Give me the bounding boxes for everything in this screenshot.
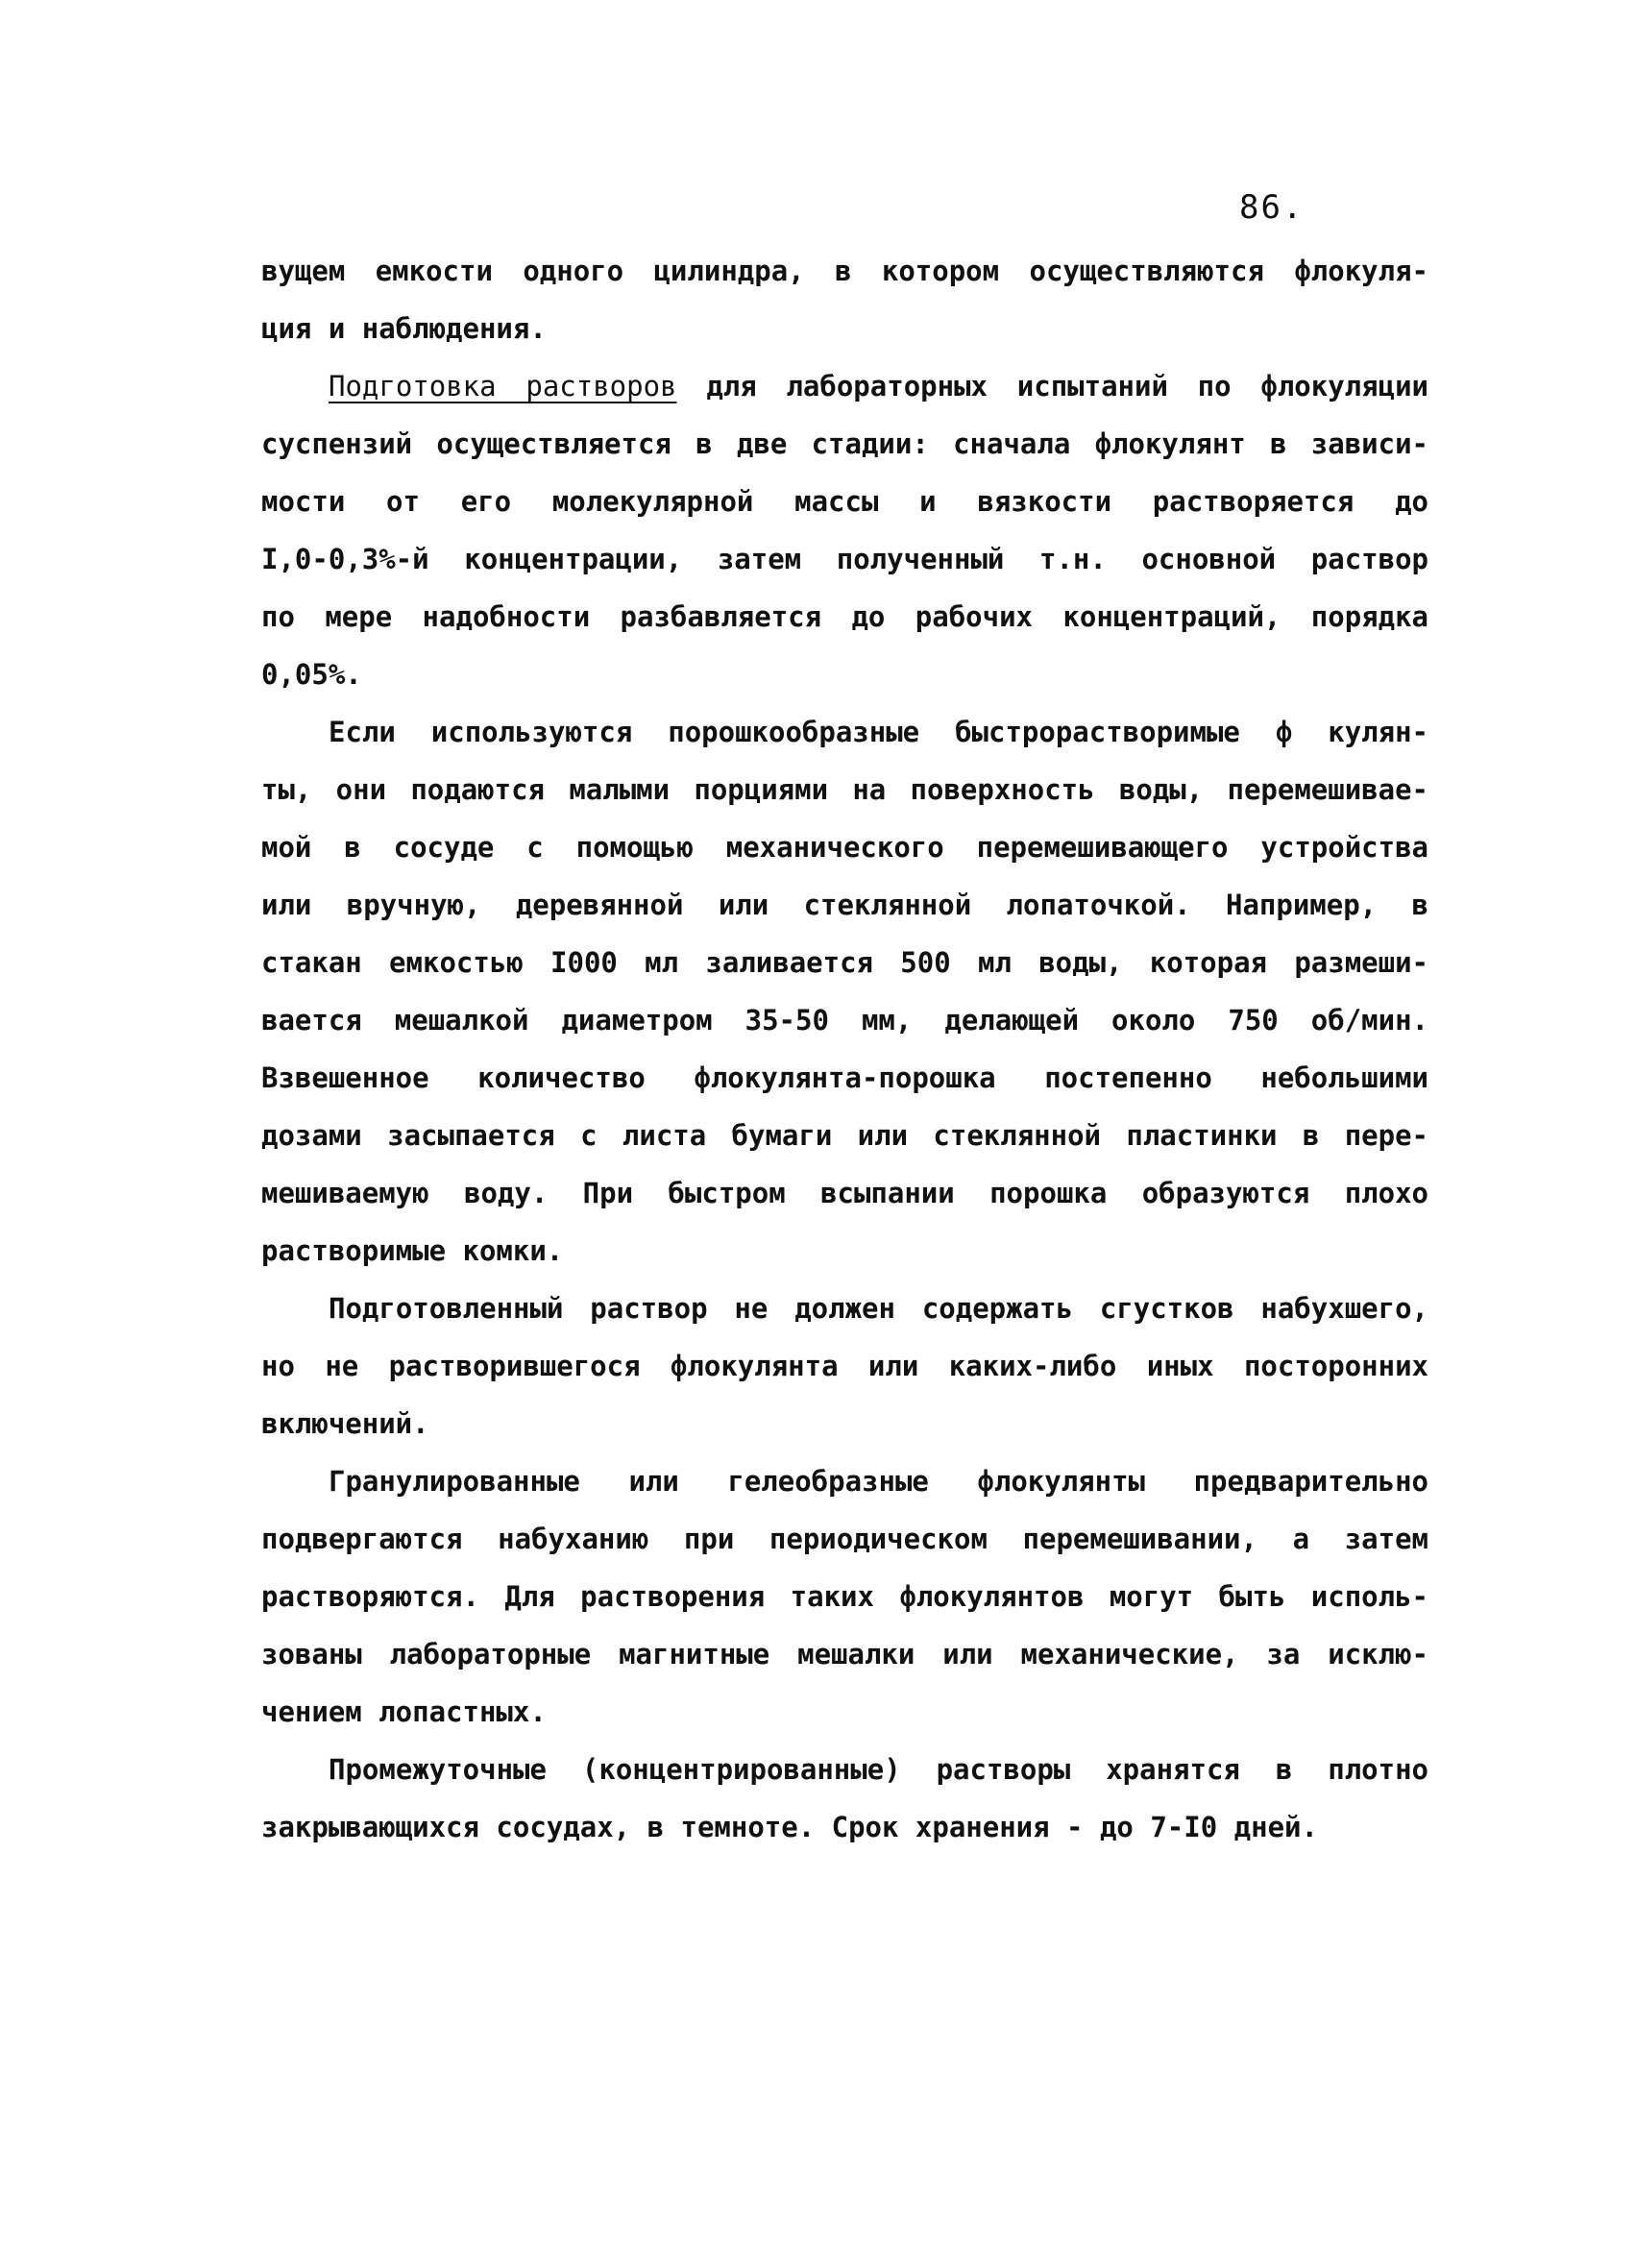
text-line: I,0-0,3%-й концентрации, затем полученный т.н. основной раствор [261, 543, 1428, 575]
text-line: чением лопастных. [261, 1695, 547, 1728]
text-line: мешиваемую воду. При быстром всыпании порошка образуются плохо [261, 1177, 1428, 1209]
text-line: растворяются. Для растворения таких флокулянтов могут быть исполь- [261, 1580, 1428, 1613]
text-line: зованы лабораторные магнитные мешалки или механические, за исклю- [261, 1638, 1428, 1671]
text-line: ты, они подаются малыми порциями на поверхность воды, перемешивае- [261, 773, 1428, 806]
text-line: но не растворившегося флокулянта или каких-либо иных посторонних [261, 1350, 1428, 1382]
text-line: стакан емкостью I000 мл заливается 500 мл воды, которая размеши- [261, 946, 1428, 979]
text-line: Если используются порошкообразные быстрорастворимые ф кулян- [329, 716, 1428, 748]
text-line: Промежуточные (концентрированные) растворы хранятся в плотно [329, 1753, 1428, 1786]
text-line: ция и наблюдения. [261, 312, 547, 345]
text-line: мости от его молекулярной массы и вязкости растворяется до [261, 485, 1428, 518]
text-line: Подготовленный раствор не должен содержать сгустков набухшего, [329, 1292, 1428, 1325]
text-line-with-heading [261, 357, 1428, 415]
text-line-rest: для лабораторных испытаний по флокуляции [706, 370, 1428, 402]
text-line: дозами засыпается с листа бумаги или стеклянной пластинки в пере- [261, 1119, 1428, 1152]
text-line: Взвешенное количество флокулянта-порошка постепенно небольшими [261, 1061, 1428, 1094]
text-line: суспензий осуществляется в две стадии: сначала флокулянт в зависи- [261, 427, 1428, 460]
page-number: 86. [1239, 188, 1305, 227]
text-line: закрывающихся сосудах, в темноте. Срок хранения - до 7-I0 дней. [261, 1811, 1318, 1843]
text-line: подвергаются набуханию при периодическом перемешивании, а затем [261, 1523, 1428, 1555]
text-line: по мере надобности разбавляется до рабочих концентраций, порядка [261, 600, 1428, 633]
document-body [261, 242, 1428, 1856]
text-line: мой в сосуде с помощью механического перемешивающего устройства [261, 831, 1428, 864]
text-line: или вручную, деревянной или стеклянной лопаточкой. Например, в [261, 889, 1428, 921]
text-line: Гранулированные или гелеобразные флокулянты предварительно [329, 1465, 1428, 1498]
section-heading: Подготовка растворов [329, 370, 677, 402]
text-line: включений. [261, 1407, 429, 1440]
text-line: растворимые комки. [261, 1234, 564, 1267]
text-line: 0,05%. [261, 658, 362, 691]
text-line: вущем емкости одного цилиндра, в котором осуществляются флокуля- [261, 255, 1428, 287]
text-line: вается мешалкой диаметром 35-50 мм, делающей около 750 об/мин. [261, 1004, 1428, 1036]
